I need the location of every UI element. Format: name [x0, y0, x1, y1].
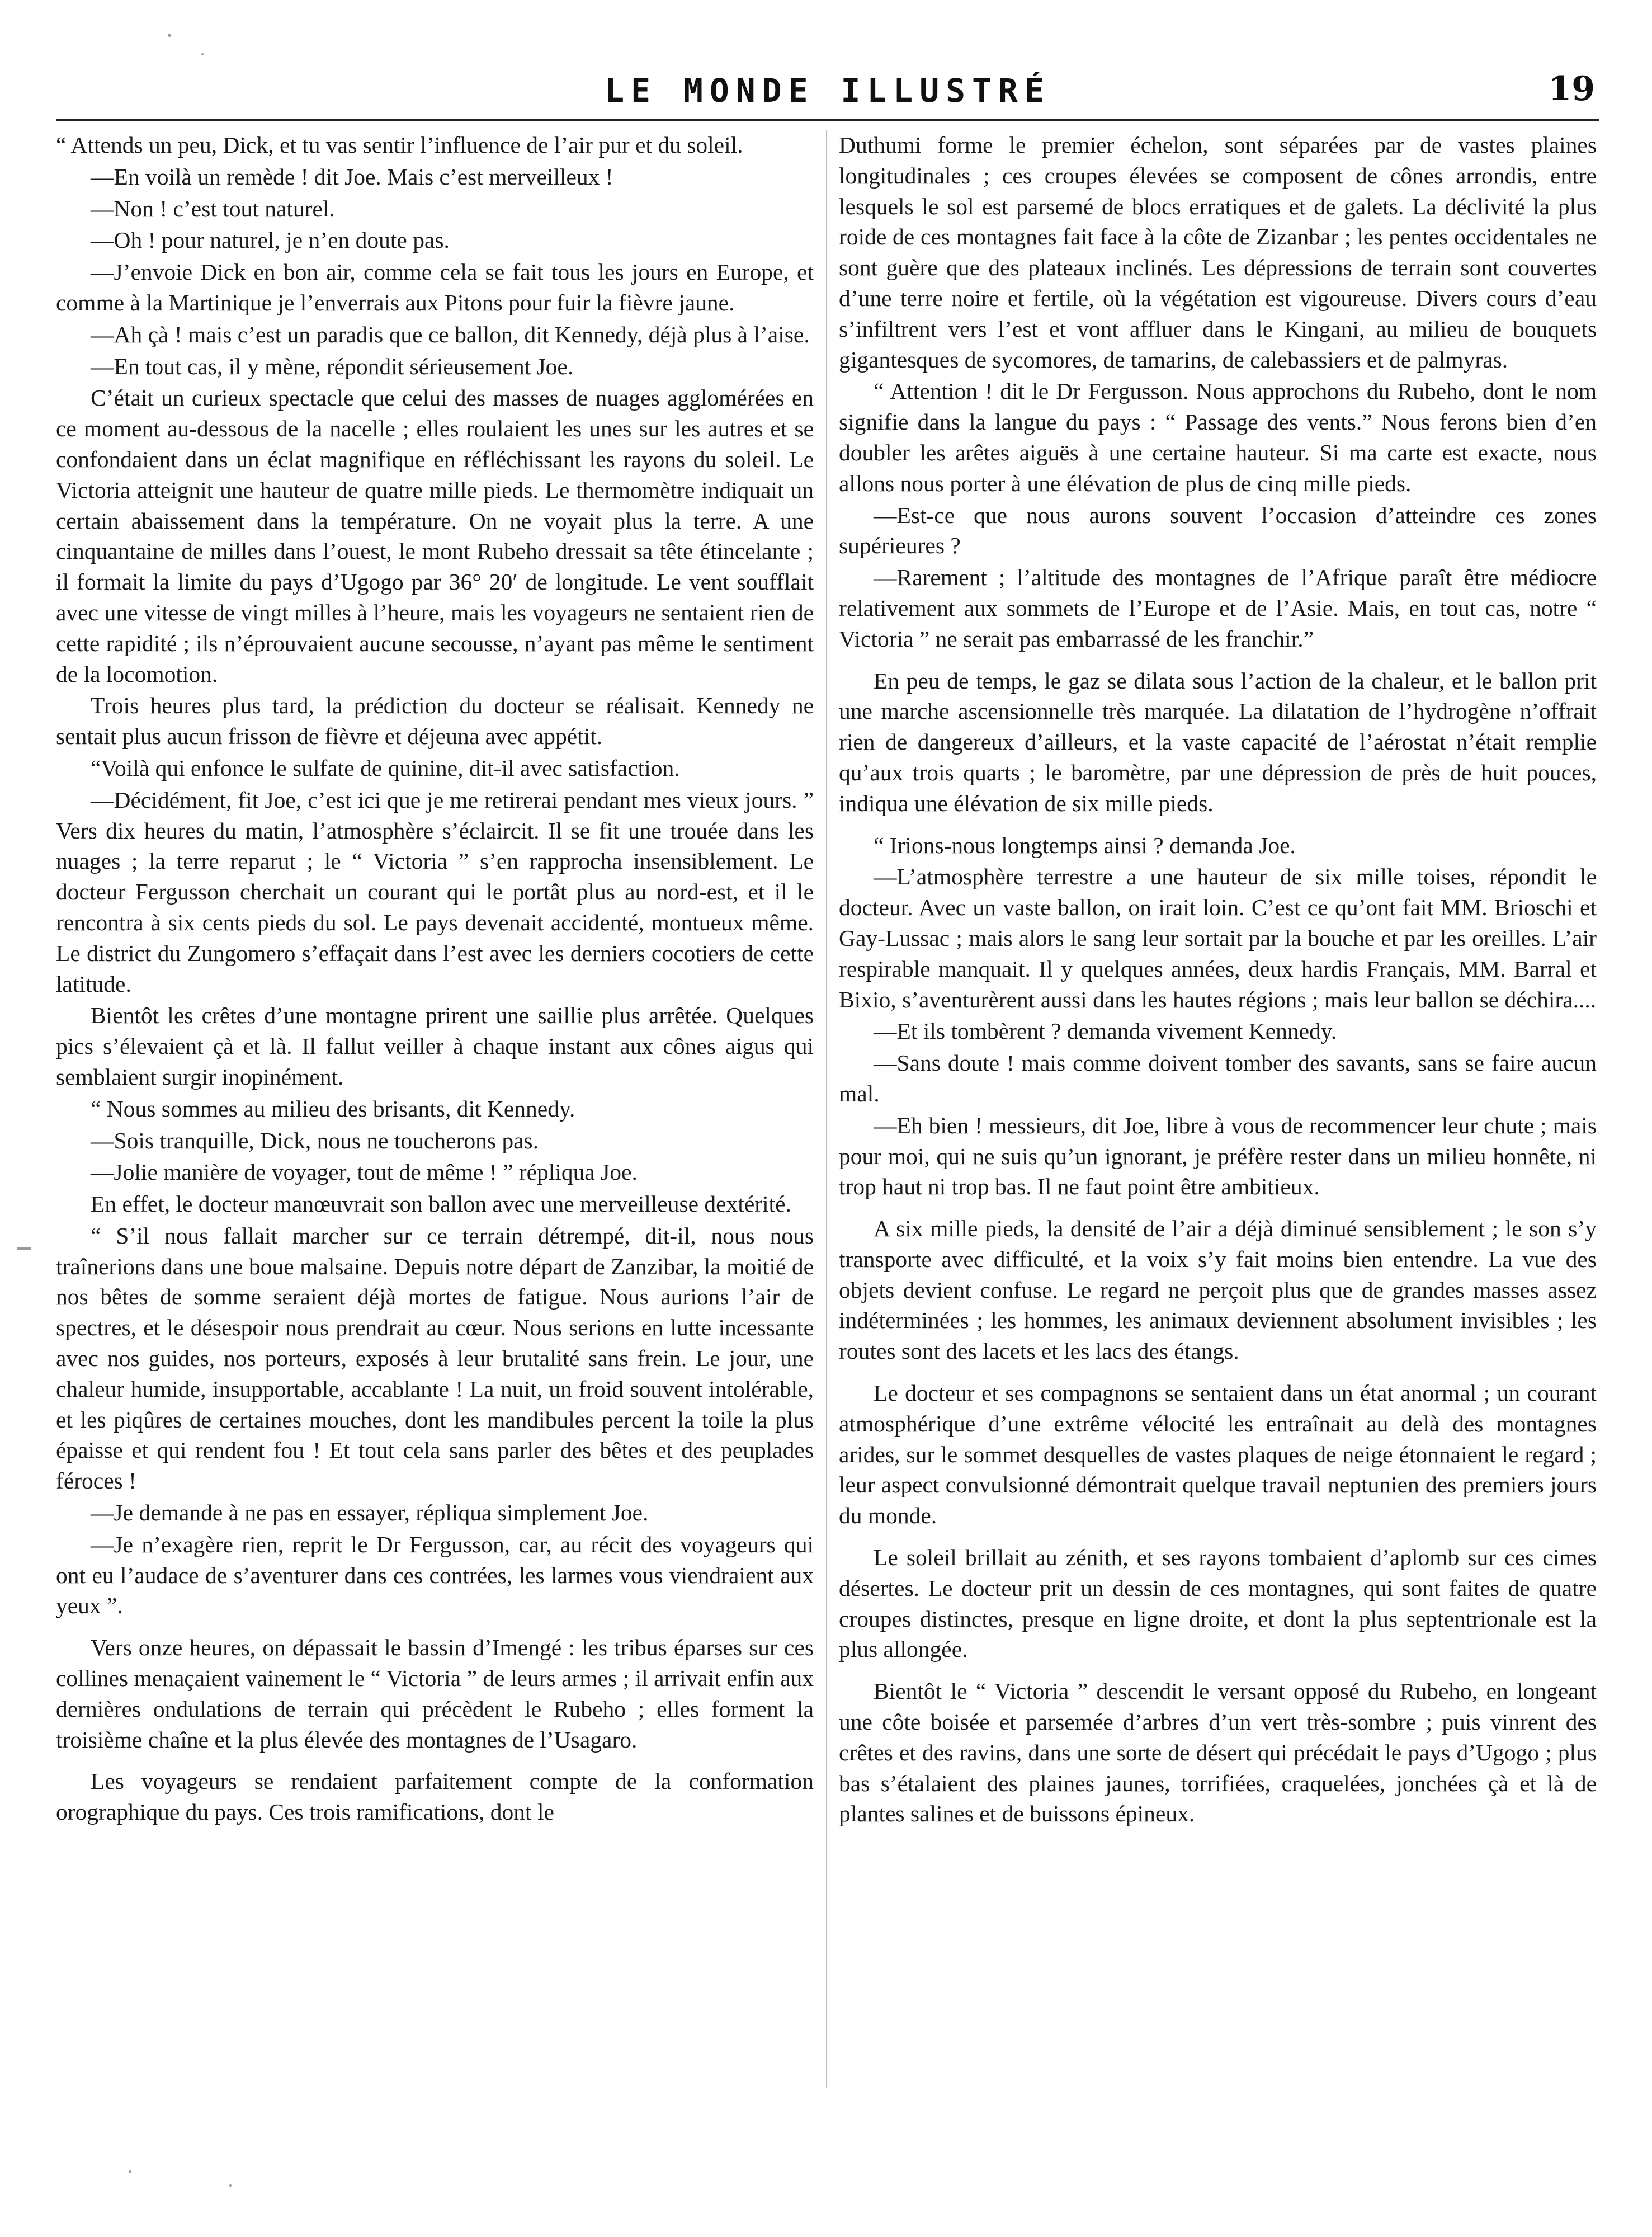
paragraph: —Je n’exagère rien, reprit le Dr Fergusson, car, au récit des voyageurs qui ont eu l’audace de s’aventurer dans ces contrées, les larmes vous viendraient aux yeux ”. [56, 1531, 814, 1619]
header-rule [56, 119, 1599, 121]
paragraph: —Jolie manière de voyager, tout de même ! ” répliqua Joe. [91, 1159, 638, 1185]
paragraph: —Est-ce que nous aurons souvent l’occasion d’atteindre ces zones supérieures ? [839, 502, 1597, 559]
page-header [56, 62, 1599, 117]
paragraph: Le docteur et ses compagnons se sentaient dans un état anormal ; un courant atmosphérique d’une extrême vélocité les entraînait au delà des montagnes arides, sur le sommet desquelles de vastes plaques de neige étonnaient le regard ; leur aspect convulsionné démontrait quelque travail neptunien des premiers jours du monde. [839, 1380, 1597, 1529]
paragraph: —En tout cas, il y mène, répondit sérieusement Joe. [91, 353, 574, 379]
paragraph: Trois heures plus tard, la prédiction du docteur se réalisait. Kennedy ne sentait plus aucun frisson de fièvre et déjeuna avec appétit. [56, 693, 814, 750]
right-column [839, 130, 1597, 1830]
paragraph: Bientôt le “ Victoria ” descendit le versant opposé du Rubeho, en longeant une côte boisée et parsemée d’arbres d’un vert très-sombre ; puis vinrent des crêtes et des ravins, dans une sorte de désert qui précédait le pays d’Ugogo ; plus bas s’étalaient des plaines jaunes, torrifiées, craquelées, jonchées çà et là de plantes salines et de buissons épineux. [839, 1678, 1597, 1827]
paragraph: Les voyageurs se rendaient parfaitement compte de la conformation orographique du pays. Ces trois ramifications, dont le [56, 1768, 814, 1825]
scan-speck [201, 53, 204, 55]
paragraph: A six mille pieds, la densité de l’air a déjà diminué sensiblement ; le son s’y transporte avec difficulté, et la voix s’y fait moins bien entendre. La vue des objets devient confuse. Le regard ne perçoit plus que de grandes masses assez indéterminées ; les hommes, les animaux deviennent absolument invisibles ; les routes sont des lacets et les lacs des étangs. [839, 1216, 1597, 1364]
paragraph: “ Irions-nous longtemps ainsi ? demanda Joe. [874, 832, 1296, 858]
masthead-title: LE MONDE ILLUSTRÉ [605, 72, 1051, 110]
paragraph: “ Nous sommes au milieu des brisants, dit Kennedy. [91, 1095, 575, 1122]
paragraph: —Décidément, fit Joe, c’est ici que je me retirerai pendant mes vieux jours. ” Vers dix heures du matin, l’atmosphère s’éclaircit. Il se fit une trouée dans les nuages ; la terre reparut ; le “ Victoria ” s’en rapprocha insensiblement. Le docteur Fergusson cherchait un courant qui le portât plus au nord-est, et il le rencontra à six cents pieds du sol. Le pays devenait accidenté, montueux même. Le district du Zungomero s’effaçait dans l’est avec les derniers cocotiers de cette latitude. [56, 787, 814, 997]
paragraph: “ S’il nous fallait marcher sur ce terrain détrempé, dit-il, nous nous traînerions dans une boue malsaine. Depuis notre départ de Zanzibar, la moitié de nos bêtes de somme seraient déjà mortes de fatigue. Nous aurions l’air de spectres, et le désespoir nous prendrait au cœur. Nous serions en lutte incessante avec nos guides, nos porteurs, exposés à leur brutalité sans frein. Le jour, une chaleur humide, insupportable, accablante ! La nuit, un froid souvent intolérable, et les piqûres de certaines mouches, dont les mandibules percent la toile la plus épaisse et qui rendent fou ! Et tout cela sans parler des bêtes et des peuplades féroces ! [56, 1222, 814, 1494]
paragraph: —Eh bien ! messieurs, dit Joe, libre à vous de recommencer leur chute ; mais pour moi, qui ne suis qu’un ignorant, je préfère rester dans un milieu honnête, ni trop haut ni trop bas. Il ne faut point être ambitieux. [839, 1112, 1597, 1200]
paragraph: En peu de temps, le gaz se dilata sous l’action de la chaleur, et le ballon prit une marche ascensionnelle très marquée. La dilatation de l’hydrogène n’offrait rien de dangereux d’ailleurs, et la vaste capacité de l’aérostat n’était remplie qu’aux trois quarts ; le baromètre, par une dépression de près de huit pouces, indiqua une élévation de six mille pieds. [839, 667, 1597, 816]
paragraph: “ Attends un peu, Dick, et tu vas sentir l’influence de l’air pur et du soleil. [56, 132, 743, 158]
paragraph: Vers onze heures, on dépassait le bassin d’Imengé : les tribus éparses sur ces collines menaçaient vainement le “ Victoria ” de leurs armes ; il arrivait enfin aux dernières ondulations de terrain qui précèdent le Rubeho ; elles forment la troisième chaîne et la plus élevée des montagnes de l’Usagaro. [56, 1635, 814, 1753]
paragraph: Duthumi forme le premier échelon, sont séparées par de vastes plaines longitudinales ; ces croupes élevées se composent de cônes arrondis, entre lesquels le sol est parsemé de blocs erratiques et de galets. La déclivité la plus roide de ces montagnes fait face à la côte de Zizanbar ; les pentes occidentales ne sont guère que des plateaux inclinés. Les dépressions de terrain sont couvertes d’une terre noire et fertile, où la végétation est vigoureuse. Divers cours d’eau s’infiltrent vers l’est et vont affluer dans le Kingani, au milieu de bouquets gigantesques de sycomores, de tamarins, de calebassiers et de palmyras. [839, 132, 1597, 373]
scan-speck [129, 2170, 131, 2173]
paragraph: En effet, le docteur manœuvrait son ballon avec une merveilleuse dextérité. [91, 1191, 791, 1217]
paragraph: “Voilà qui enfonce le sulfate de quinine, dit-il avec satisfaction. [91, 755, 680, 781]
paragraph: Le soleil brillait au zénith, et ses rayons tombaient d’aplomb sur ces cimes désertes. Le docteur prit un dessin de ces montagnes, qui sont faites de quatre croupes distinctes, presque en ligne droite, et dont la plus septentrionale est la plus allongée. [839, 1544, 1597, 1663]
paragraph: —Je demande à ne pas en essayer, répliqua simplement Joe. [91, 1500, 649, 1526]
scan-speck [168, 34, 171, 37]
scan-speck [17, 1247, 31, 1250]
paragraph: —Ah çà ! mais c’est un paradis que ce ballon, dit Kennedy, déjà plus à l’aise. [91, 321, 810, 347]
paragraph: —En voilà un remède ! dit Joe. Mais c’est merveilleux ! [91, 163, 613, 190]
paragraph: —Rarement ; l’altitude des montagnes de l’Afrique paraît être médiocre relativement aux sommets de l’Europe et de l’Asie. Mais, en tout cas, notre “ Victoria ” ne serait pas embarrassé de les franchir.” [839, 564, 1597, 652]
scan-speck [229, 2184, 232, 2187]
left-column [56, 130, 814, 1829]
paragraph: Bientôt les crêtes d’une montagne prirent une saillie plus arrêtée. Quelques pics s’élevaient çà et là. Il fallut veiller à chaque instant aux cônes aigus qui semblaient surgir inopinément. [56, 1002, 814, 1090]
paragraph: —L’atmosphère terrestre a une hauteur de six mille toises, répondit le docteur. Avec un vaste ballon, on irait loin. C’est ce qu’ont fait MM. Brioschi et Gay-Lussac ; mais alors le sang leur sortait par la bouche et par les oreilles. L’air respirable manquait. Il y quelques années, deux hardis Français, MM. Barral et Bixio, s’aventurèrent aussi dans les hautes régions ; mais leur ballon se déchira.... [839, 864, 1597, 1012]
paragraph: —Non ! c’est tout naturel. [91, 195, 335, 222]
paragraph: —Oh ! pour naturel, je n’en doute pas. [91, 227, 450, 253]
paragraph: C’était un curieux spectacle que celui des masses de nuages agglomérées en ce moment au-dessous de la nacelle ; elles roulaient les unes sur les autres et se confondaient dans un éclat magnifique en réfléchissant les rayons du soleil. Le Victoria atteignit une hauteur de quatre mille pieds. Le thermomètre indiquait un certain abaissement dans la température. On ne voyait plus la terre. A une cinquantaine de milles dans l’ouest, le mont Rubeho dressait sa tête étincelante ; il formait la limite du pays d’Ugogo par 36° 20′ de longitude. Le vent soufflait avec une vitesse de vingt milles à l’heure, mais les voyageurs ne sentaient rien de cette rapidité ; ils n’éprouvaient aucune secousse, n’ayant pas même le sentiment de la locomotion. [56, 385, 814, 687]
paragraph: —Sois tranquille, Dick, nous ne toucherons pas. [91, 1127, 539, 1153]
paragraph: —J’envoie Dick en bon air, comme cela se fait tous les jours en Europe, et comme à la Martinique je l’enverrais aux Pitons pour fuir la fièvre jaune. [56, 259, 814, 315]
column-divider [826, 130, 827, 2088]
page-number: 19 [1548, 69, 1595, 109]
paragraph: —Sans doute ! mais comme doivent tomber des savants, sans se faire aucun mal. [839, 1050, 1597, 1106]
paragraph: —Et ils tombèrent ? demanda vivement Kennedy. [874, 1018, 1337, 1044]
paragraph: “ Attention ! dit le Dr Fergusson. Nous approchons du Rubeho, dont le nom signifie dans la langue du pays : “ Passage des vents.” Nous ferons bien d’en doubler les arêtes aiguës à une certaine hauteur. Si ma carte est exacte, nous allons nous porter à une élévation de plus de cinq mille pieds. [839, 378, 1597, 496]
